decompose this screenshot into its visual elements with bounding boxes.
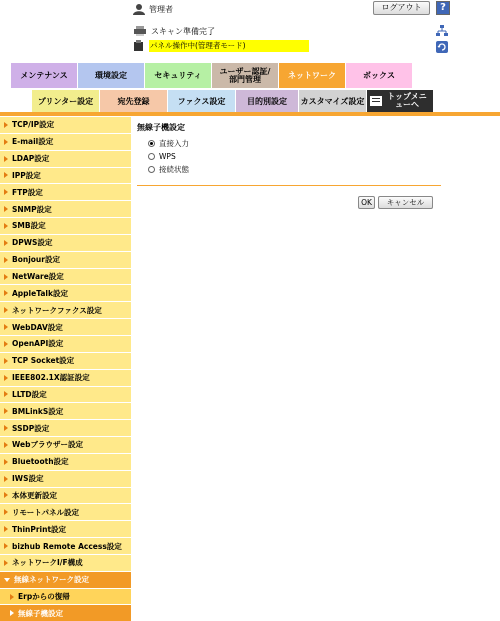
sidebar (0, 117, 131, 621)
sidebar-item[interactable] (0, 117, 131, 134)
tab-user-auth-label: ユーザー認証/部門管理 (219, 66, 271, 84)
content-divider (137, 185, 441, 186)
sidebar-item-label: SNMP設定 (12, 204, 52, 214)
ok-button[interactable]: OK (358, 196, 375, 209)
device-status (133, 24, 215, 38)
subtab-printer-label: プリンター設定 (37, 96, 94, 106)
arrow-icon (4, 189, 8, 195)
sidebar-item-label: SMB設定 (12, 221, 46, 231)
subtab-purpose-label: 目的別設定 (247, 96, 287, 106)
printer-icon (133, 25, 147, 37)
sidebar-item[interactable] (0, 353, 131, 370)
sidebar-item[interactable] (0, 471, 131, 488)
sidebar-item[interactable] (0, 387, 131, 404)
arrow-icon (4, 206, 8, 212)
refresh-icon[interactable] (436, 41, 448, 53)
arrow-icon (4, 223, 8, 229)
tab-network-label: ネットワーク (288, 70, 336, 80)
subtab-top-menu[interactable] (367, 90, 433, 112)
sidebar-item[interactable] (0, 218, 131, 235)
option-wps-label: WPS (159, 151, 176, 161)
sidebar-item-label: BMLinkS設定 (12, 406, 64, 416)
arrow-icon (4, 139, 8, 145)
arrow-icon (10, 594, 14, 600)
sidebar-item[interactable] (0, 521, 131, 538)
sidebar-item[interactable] (0, 504, 131, 521)
sidebar-item-label: ネットワークファクス設定 (12, 305, 102, 315)
tab-environment-label: 環境設定 (95, 70, 127, 80)
sidebar-item-label: SSDP設定 (12, 423, 50, 433)
option-direct-input-label: 直接入力 (159, 138, 189, 148)
sidebar-item-label: Erpからの復帰 (18, 592, 70, 602)
sidebar-item-label: ネットワークI/F構成 (12, 558, 83, 568)
help-button[interactable]: ? (436, 1, 450, 15)
arrow-icon (4, 425, 8, 431)
option-connection-status-label: 接続状態 (159, 164, 189, 174)
sidebar-item[interactable] (0, 454, 131, 471)
sidebar-item-label: 本体更新設定 (12, 490, 57, 500)
cancel-button[interactable]: キャンセル (378, 196, 433, 209)
sidebar-item[interactable] (0, 319, 131, 336)
option-wps[interactable] (148, 150, 176, 162)
sidebar-subitem[interactable] (0, 589, 131, 606)
subtab-customize-label: カスタマイズ設定 (300, 96, 365, 106)
sidebar-item-label: Bluetooth設定 (12, 457, 69, 467)
sidebar-item[interactable] (0, 235, 131, 252)
sidebar-item-label: FTP設定 (12, 187, 43, 197)
radio-direct-input[interactable] (148, 140, 155, 147)
sidebar-item[interactable] (0, 437, 131, 454)
arrow-icon (4, 156, 8, 162)
sidebar-item-label: IWS設定 (12, 474, 44, 484)
sidebar-item[interactable] (0, 252, 131, 269)
subtab-customize[interactable] (299, 90, 366, 112)
sidebar-item-label: E-mail設定 (12, 137, 54, 147)
sidebar-item-label: LLTD設定 (12, 389, 47, 399)
arrow-icon (4, 358, 8, 364)
arrow-icon (4, 240, 8, 246)
page-title: 無線子機設定 (137, 123, 185, 132)
tab-security[interactable] (145, 63, 211, 88)
arrow-icon (4, 324, 8, 330)
tab-user-auth[interactable] (212, 63, 278, 88)
arrow-icon (4, 408, 8, 414)
tab-maintenance[interactable] (11, 63, 77, 88)
option-direct-input[interactable] (148, 137, 189, 149)
arrow-icon (4, 526, 8, 532)
tab-environment[interactable] (78, 63, 144, 88)
sidebar-item[interactable] (0, 269, 131, 286)
sidebar-item-label: NetWare設定 (12, 272, 64, 282)
sidebar-item[interactable] (0, 184, 131, 201)
sidebar-item-label: LDAP設定 (12, 154, 50, 164)
arrow-icon (4, 459, 8, 465)
subtab-top-menu-label: トップメニューへ (387, 92, 427, 109)
sidebar-item-label: 無線ネットワーク設定 (14, 575, 89, 585)
sidebar-item[interactable] (0, 420, 131, 437)
arrow-icon (4, 172, 8, 178)
panel-status (133, 39, 309, 53)
sidebar-item-label: 無線子機設定 (18, 608, 63, 618)
arrow-icon (4, 492, 8, 498)
sidebar-item[interactable] (0, 403, 131, 420)
sidebar-item[interactable] (0, 555, 131, 572)
logout-button[interactable]: ログアウト (373, 1, 430, 15)
subtab-purpose[interactable] (236, 90, 298, 112)
panel-lock-icon (133, 40, 145, 52)
tab-box[interactable] (346, 63, 412, 88)
user-label: 管理者 (149, 4, 173, 14)
sidebar-item-label: TCP Socket設定 (12, 356, 75, 366)
sidebar-item-label: AppleTalk設定 (12, 288, 68, 298)
network-icon[interactable] (436, 25, 448, 37)
tab-security-label: セキュリティ (154, 70, 202, 80)
arrow-icon (4, 257, 8, 263)
arrow-icon (4, 543, 8, 549)
sidebar-item[interactable] (0, 168, 131, 185)
sidebar-item[interactable] (0, 538, 131, 555)
arrow-icon (4, 122, 8, 128)
sidebar-item-label: ThinPrint設定 (12, 524, 67, 534)
arrow-icon (4, 341, 8, 347)
arrow-icon (10, 610, 14, 616)
sidebar-item-label: リモートパネル設定 (12, 507, 80, 517)
sidebar-item[interactable] (0, 302, 131, 319)
user-indicator (133, 2, 173, 16)
sidebar-item-label: Bonjour設定 (12, 255, 60, 265)
arrow-icon (4, 578, 10, 582)
arrow-icon (4, 391, 8, 397)
sidebar-item[interactable] (0, 285, 131, 302)
tab-divider (0, 112, 500, 116)
subtab-destination-label: 宛先登録 (117, 96, 150, 106)
sidebar-item-label: Webブラウザー設定 (12, 440, 83, 450)
status-text: スキャン準備完了 (151, 26, 215, 36)
sidebar-item-label: TCP/IP設定 (12, 120, 55, 130)
subtab-printer[interactable] (32, 90, 99, 112)
radio-wps[interactable] (148, 153, 155, 160)
arrow-icon (4, 375, 8, 381)
sidebar-item-label: WebDAV設定 (12, 322, 63, 332)
sidebar-item-label: OpenAPI設定 (12, 339, 64, 349)
sidebar-item[interactable] (0, 151, 131, 168)
arrow-icon (4, 290, 8, 296)
sidebar-item[interactable] (0, 134, 131, 151)
tab-maintenance-label: メンテナンス (20, 70, 68, 80)
sidebar-item-label: IPP設定 (12, 170, 41, 180)
top-menu-icon (370, 96, 382, 106)
user-icon (133, 3, 145, 15)
subtab-destination[interactable] (100, 90, 167, 112)
sidebar-item-wireless[interactable] (0, 572, 131, 589)
arrow-icon (4, 509, 8, 515)
sidebar-subitem[interactable] (0, 605, 131, 621)
arrow-icon (4, 476, 8, 482)
arrow-icon (4, 560, 8, 566)
sidebar-item[interactable] (0, 201, 131, 218)
sidebar-item-label: bizhub Remote Access設定 (12, 541, 122, 551)
tab-network[interactable] (279, 63, 345, 88)
subtab-fax-label: ファクス設定 (177, 96, 226, 106)
sidebar-item[interactable] (0, 336, 131, 353)
arrow-icon (4, 307, 8, 313)
panel-status-text: パネル操作中(管理者モード) (149, 40, 309, 52)
subtab-fax[interactable] (168, 90, 235, 112)
sidebar-item[interactable] (0, 488, 131, 505)
arrow-icon (4, 274, 8, 280)
arrow-icon (4, 442, 8, 448)
option-connection-status[interactable] (148, 163, 189, 175)
tab-box-label: ボックス (363, 70, 395, 80)
sidebar-item[interactable] (0, 370, 131, 387)
sidebar-item-label: DPWS設定 (12, 238, 53, 248)
sidebar-item-label: IEEE802.1X認証設定 (12, 373, 90, 383)
radio-connection-status[interactable] (148, 166, 155, 173)
